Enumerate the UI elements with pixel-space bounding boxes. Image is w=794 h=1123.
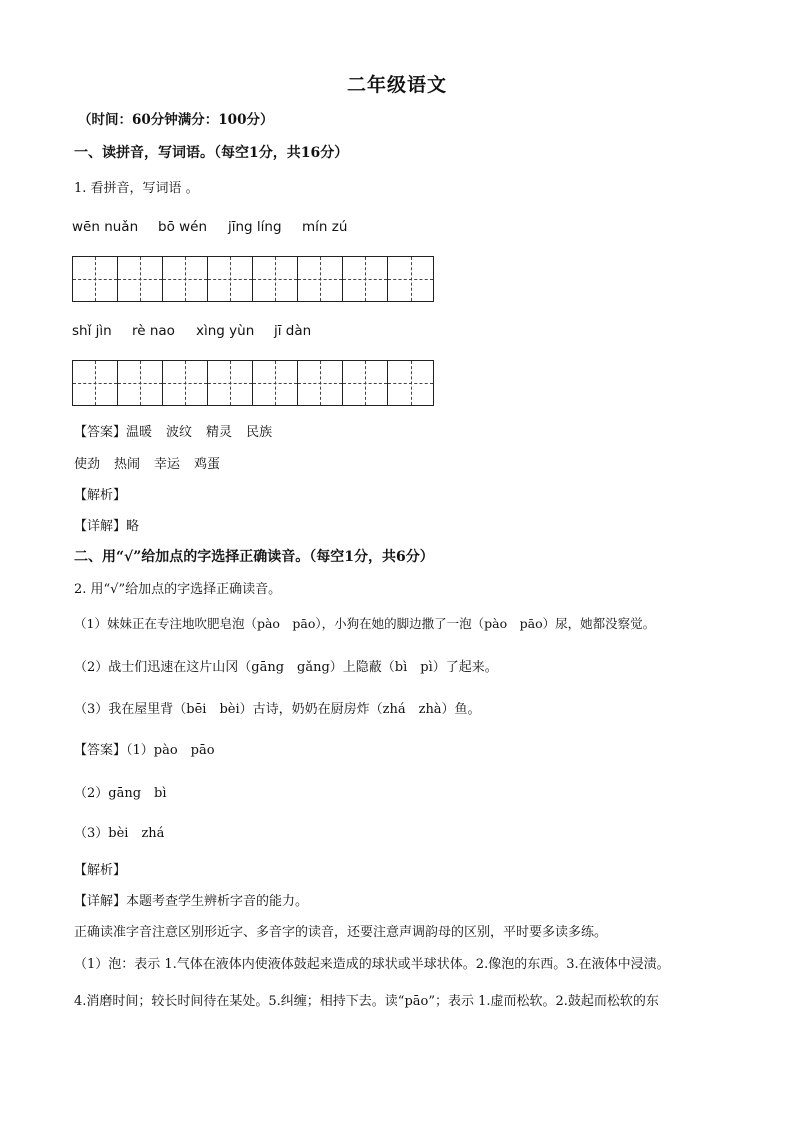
writing-grid-row-2[interactable] — [72, 360, 434, 406]
pinyin-word: rè nao — [132, 323, 175, 339]
question1-prompt: 1. 看拼音，写词语 。 — [74, 181, 199, 196]
writing-cell[interactable] — [118, 257, 163, 301]
answer-word: 幸运 — [154, 457, 181, 472]
pinyin-word: shǐ jìn — [72, 323, 112, 339]
answer-label: 【答案】 — [74, 743, 127, 758]
writing-cell[interactable] — [298, 257, 343, 301]
writing-cell[interactable] — [298, 361, 343, 405]
section1-heading: 一、读拼音，写词语。（每空1分，共16分） — [74, 145, 349, 161]
detail-text: 本题考查学生辨析字音的能力。 — [126, 894, 309, 909]
explanation-paragraph-2: （1）泡：表示 1.气体在液体内使液体鼓起来造成的球状或半球状体。2.像泡的东西。3.在液体中浸渍。 — [74, 957, 670, 972]
writing-cell[interactable] — [163, 361, 208, 405]
detail-label: 【详解】 — [74, 894, 127, 909]
pinyin-word: jīng líng — [228, 219, 282, 235]
detail-line — [74, 515, 139, 534]
pinyin-word: bō wén — [158, 219, 208, 235]
answer-word: 鸡蛋 — [194, 457, 221, 472]
pinyin-word: xìng yùn — [196, 323, 255, 339]
writing-cell[interactable] — [118, 361, 163, 405]
answer2-line-1 — [74, 739, 215, 758]
pinyin-word: wēn nuǎn — [72, 219, 139, 235]
answer-word: 使劲 — [74, 457, 101, 472]
writing-cell[interactable] — [343, 361, 388, 405]
pinyin-row-2 — [72, 323, 344, 339]
section2-heading: 二、用“√”给加点的字选择正确读音。（每空1分，共6分） — [74, 549, 434, 565]
answer-word: 民族 — [246, 425, 273, 440]
detail-text: 略 — [126, 519, 140, 534]
writing-cell[interactable] — [208, 361, 253, 405]
explanation-paragraph-1: 正确读准字音注意区别形近字、多音字的读音，还要注意声调韵母的区别，平时要多读多练。 — [74, 925, 608, 940]
writing-grid-row-1[interactable] — [72, 256, 434, 302]
answer-word: 热闹 — [114, 457, 141, 472]
answer-line-2 — [74, 453, 220, 472]
answer-word: 波纹 — [166, 425, 193, 440]
question2-item-3: （3）我在屋里背（bēi bèi）古诗，奶奶在厨房炸（zhá zhà）鱼。 — [74, 702, 481, 717]
answer-text: （1）pào pāo — [126, 743, 215, 758]
writing-cell[interactable] — [208, 257, 253, 301]
question2-item-2: （2）战士们迅速在这片山冈（gāng gǎng）上隐蔽（bì pì）了起来。 — [74, 660, 498, 675]
explanation-paragraph-3: 4.消磨时间；较长时间待在某处。5.纠缠；相持下去。读“pāo”；表示 1.虚而松软。2.鼓起而松软的东 — [74, 994, 659, 1009]
question2-item-1: （1）妹妹正在专注地吹肥皂泡（pào pāo），小狗在她的脚边撒了一泡（pào pāo）尿，她都没察觉。 — [74, 616, 656, 631]
pinyin-row-1 — [72, 219, 372, 235]
question2-prompt: 2. 用“√”给加点的字选择正确读音。 — [74, 582, 282, 597]
pinyin-word: jī dàn — [274, 323, 312, 339]
answer-line-1 — [74, 421, 272, 440]
writing-cell[interactable] — [343, 257, 388, 301]
detail2-line — [74, 890, 308, 909]
writing-cell[interactable] — [73, 257, 118, 301]
analysis-label: 【解析】 — [74, 488, 127, 503]
writing-cell[interactable] — [163, 257, 208, 301]
writing-cell[interactable] — [388, 361, 433, 405]
analysis2-label: 【解析】 — [74, 863, 127, 878]
detail-label: 【详解】 — [74, 519, 127, 534]
answer2-line-3: （3）bèi zhá — [74, 826, 165, 841]
writing-cell[interactable] — [253, 257, 298, 301]
page-title: 二年级语文 — [346, 74, 447, 96]
writing-cell[interactable] — [388, 257, 433, 301]
answer2-line-2: （2）gāng bì — [74, 786, 167, 801]
answer-word: 温暖 — [126, 425, 153, 440]
writing-cell[interactable] — [253, 361, 298, 405]
answer-word: 精灵 — [206, 425, 233, 440]
answer-label: 【答案】 — [74, 425, 127, 440]
writing-cell[interactable] — [73, 361, 118, 405]
exam-info: （时间：60分钟满分：100分） — [78, 112, 274, 128]
pinyin-word: mín zú — [302, 219, 348, 235]
